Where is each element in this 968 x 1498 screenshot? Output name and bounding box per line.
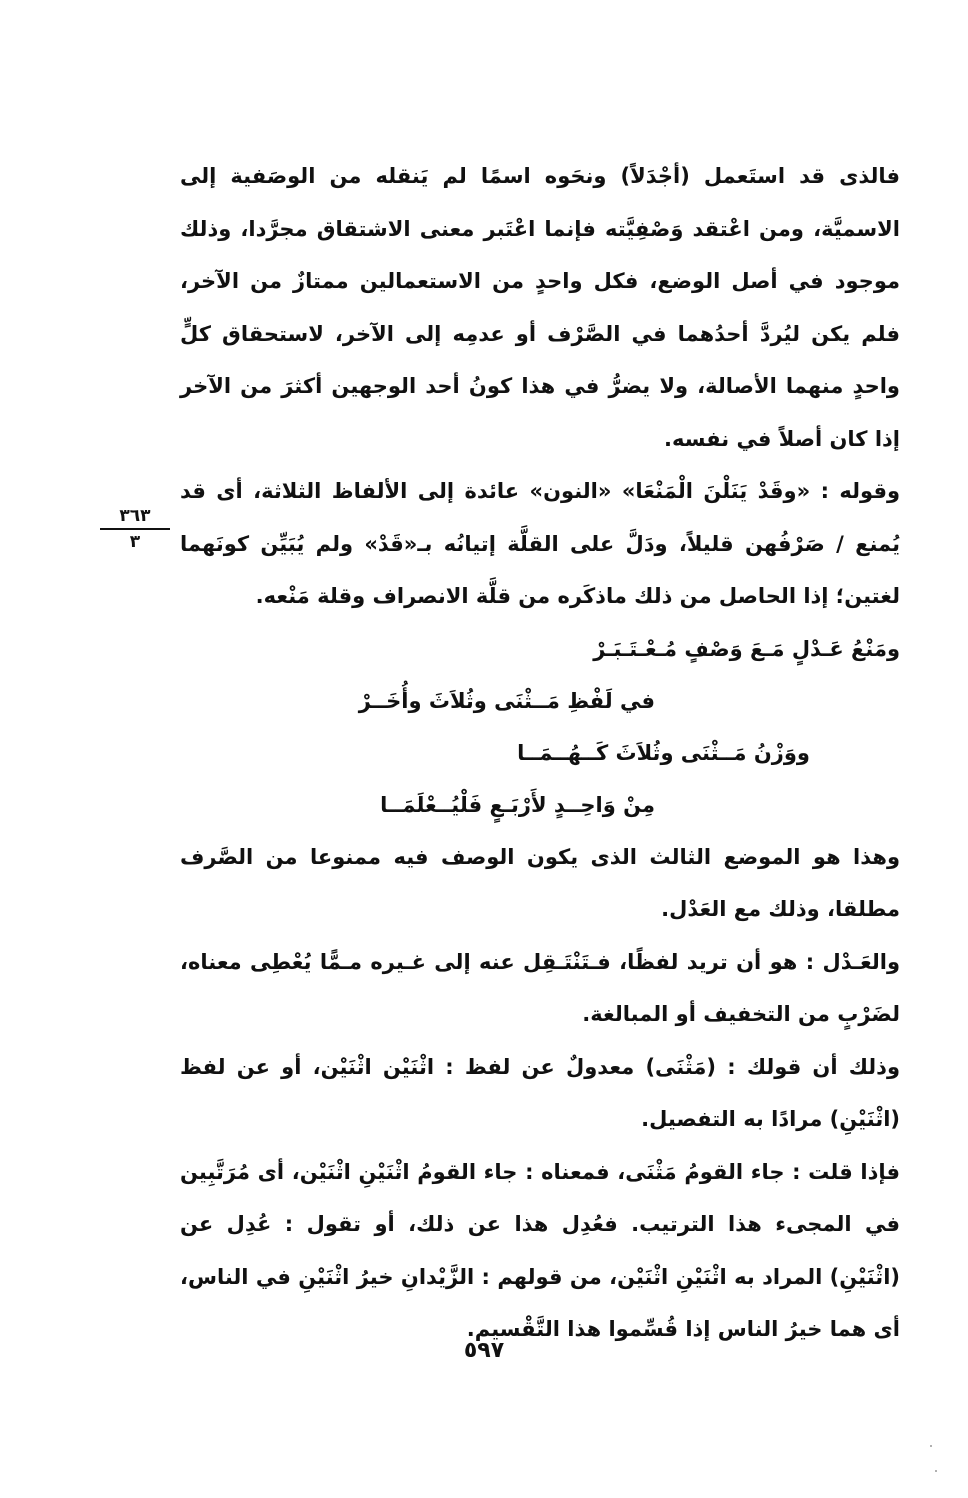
page-number: ٥٩٧: [463, 1338, 505, 1363]
paragraph-2: وقوله : «وقَدْ يَنَلْنَ الْمَنْعَا» «النون» عائدة إلى الألفاظ الثلاثة، أى قد يُمنع / صَرْفُهن قليلاً، ودَلَّ على القلَّة إتيانُه بـ«قَدْ» ولم يُبَيِّن كونَهما لغتين؛ إذا الحاصل من ذلك ماذكَره من قلَّة الانصراف وقلة مَنْعه.: [180, 479, 900, 608]
verse-line-1: [180, 623, 900, 675]
paragraph-5: وذلك أن قولك : (مَثْنَى) معدولٌ عن لفظ : اثْنَيْن اثْنَيْن، أو عن لفظ (اثْنَيْنِ) مرادًا به التفصيل.: [180, 1054, 900, 1131]
verse-line-4: [180, 779, 900, 831]
folio-side: ٣: [129, 532, 141, 552]
verse-text: في لَفْظِ مَــثْنَى وثُلاَثَ وأُخَــرْ: [358, 688, 655, 713]
folio-divider: [100, 528, 170, 530]
manuscript-folio-note: [100, 506, 170, 552]
main-text-block: [180, 150, 900, 1356]
scan-speck: [935, 1470, 937, 1472]
paragraph-3: وهذا هو الموضع الثالث الذى يكون الوصف فيه ممنوعا من الصَّرف مطلقا، وذلك مع العَدْل.: [180, 844, 900, 921]
verse-text: مِنْ وَاحِــدٍ لأَرْبَـعٍ فَلْيُــعْلَمَــا: [380, 792, 655, 817]
verse-line-2: [180, 675, 900, 727]
verse-text: ووَزْنُ مَــثْنَى وثُلاَثَ كَــهُــمَــا: [517, 740, 810, 765]
paragraph-6: فإذا قلت : جاء القومُ مَثْنَى، فمعناه : جاء القومُ اثْنَيْنِ اثْنَيْن، أى مُرَتَّبِين في المجىء هذا الترتيب. فعُدِل هذا عن ذلك، أو تقول : عُدِل عن (اثْنَيْنِ) المراد به اثْنَيْنِ اثْنَيْن، من قولهم : الزَّيْدانِ خيرُ اثْنَيْنِ في الناس، أى هما خيرُ الناس إذا قُسِّموا هذا التَّقْسيم.: [180, 1159, 900, 1341]
paragraph-4: والعَـدْل : هو أن تريد لفظًا، فـتَنْتَـقِل عنه إلى غـيره مـمًّا يُعْطِى معناه، لضَرْبٍ من التخفيف أو المبالغة.: [180, 949, 900, 1026]
folio-number: ٣٦٣: [119, 506, 151, 526]
verse-text: ومَنْعُ عَـدْلٍ مَـعَ وَصْفٍ مُـعْـتَـبَـرْ: [593, 636, 900, 661]
paragraph-1: فالذى قد استَعمل (أجْدَلاً) ونحَوه اسمًا لم يَنقله من الوصَفية إلى الاسميَّة، ومن اعْتقد وَصْفِيَّته فإنما اعْتَبر معنى الاشتقاق مجرَّدا، وذلك موجود في أصل الوضع، فكل واحدٍ من الاستعمالين ممتازٌ من الآخر، فلم يكن ليُردَّ أحدُهما في الصَّرْف أو عدمِه إلى الآخر، لاستحقاق كلٍّ واحدٍ منهما الأصالة، ولا يضرُّ في هذا كونُ أحد الوجهين أكثرَ من الآخر إذا كان أصلاً في نفسه.: [180, 164, 900, 451]
verse-line-3: [180, 727, 900, 779]
scan-speck: [930, 1445, 932, 1447]
